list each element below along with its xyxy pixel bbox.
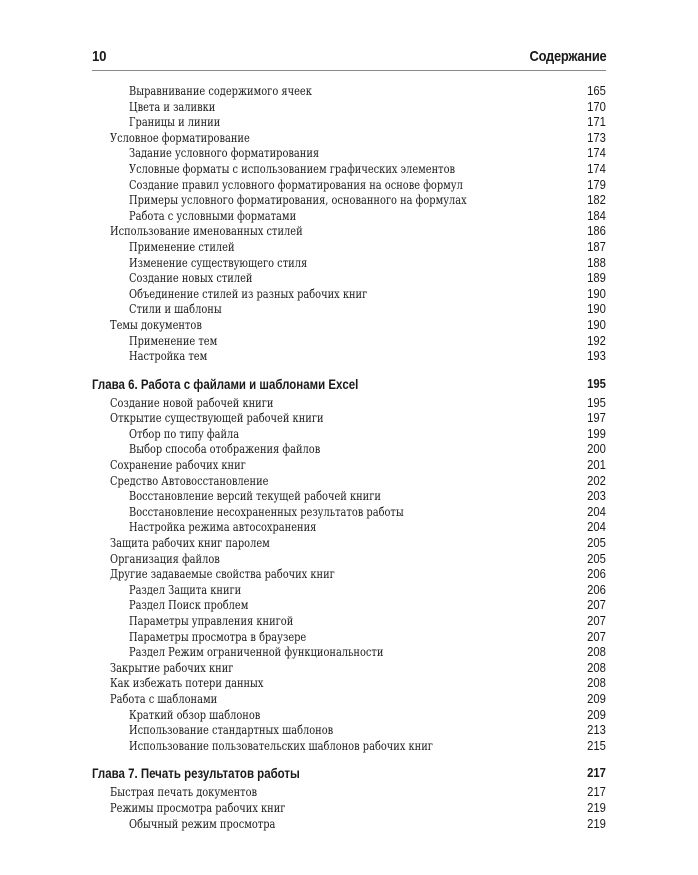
- toc-entry-title: Условные форматы с использованием графических элементов: [129, 161, 456, 176]
- toc-chapter: [92, 376, 606, 393]
- toc-entry-page: 193: [587, 349, 606, 364]
- toc-entry-page: 197: [587, 411, 606, 426]
- toc-entry: [92, 661, 606, 677]
- page-number: 10: [92, 48, 107, 65]
- toc-entry-title: Раздел Защита книги: [129, 582, 242, 597]
- toc-entry: [92, 131, 606, 147]
- toc-entry-title: Границы и линии: [129, 115, 221, 130]
- toc-entry-title: Выравнивание содержимого ячеек: [129, 84, 312, 98]
- toc-entry: [92, 411, 606, 427]
- toc-entry: [92, 505, 606, 521]
- running-title: Содержание: [529, 48, 606, 65]
- toc-entry-title: Восстановление версий текущей рабочей книги: [129, 489, 381, 504]
- toc-entry-page: 190: [587, 302, 606, 317]
- toc-entry-page: 188: [587, 255, 606, 270]
- toc-entry-page: 187: [587, 239, 606, 254]
- toc-entry-title: Использование пользовательских шаблонов рабочих книг: [129, 738, 433, 753]
- toc-entry-page: 203: [587, 489, 606, 504]
- toc-entry-title: Работа с шаблонами: [110, 691, 218, 706]
- toc-entry-page: 207: [587, 598, 606, 613]
- toc-entry: [92, 178, 606, 194]
- toc-entry-title: Создание новых стилей: [129, 271, 253, 286]
- toc-entry-page: 165: [587, 84, 606, 98]
- toc-entry: [92, 162, 606, 178]
- toc-entry-page: 206: [587, 567, 606, 582]
- page-header: [92, 48, 606, 71]
- toc-entry-title: Сохранение рабочих книг: [110, 458, 246, 473]
- toc-entry-page: 207: [587, 614, 606, 628]
- toc-entry-page: 209: [587, 707, 606, 722]
- toc-entry-page: 217: [587, 766, 606, 781]
- toc-entry-title: Организация файлов: [110, 551, 220, 566]
- toc-entry-page: 184: [587, 208, 606, 223]
- toc-entry: [92, 785, 606, 801]
- toc-entry: [92, 739, 606, 755]
- toc-entry-title: Глава 7. Печать результатов работы: [92, 766, 300, 782]
- toc-entry: [92, 801, 606, 817]
- toc-entry-page: 199: [587, 426, 606, 441]
- toc-entry-title: Цвета и заливки: [129, 99, 216, 114]
- toc-entry-page: 174: [587, 161, 606, 176]
- toc-entry: [92, 256, 606, 272]
- toc-entry-page: 171: [587, 115, 606, 130]
- toc-entry-page: 205: [587, 536, 606, 551]
- toc-entry-page: 201: [587, 458, 606, 473]
- toc-entry: [92, 146, 606, 162]
- toc-entry-title: Создание правил условного форматирования на основе формул: [129, 177, 463, 192]
- toc-entry: [92, 302, 606, 318]
- toc-entry-title: Быстрая печать документов: [110, 785, 258, 800]
- toc-entry-title: Использование именованных стилей: [110, 224, 303, 239]
- toc-entry-page: 182: [587, 193, 606, 208]
- toc-entry-page: 190: [587, 317, 606, 332]
- toc-entry: [92, 552, 606, 568]
- toc-entry-title: Средство Автовосстановление: [110, 473, 269, 488]
- toc-entry-title: Условное форматирование: [110, 130, 250, 145]
- toc-entry: [92, 224, 606, 240]
- toc-chapter: [92, 765, 606, 782]
- toc-entry: [92, 442, 606, 458]
- toc-entry-page: 219: [587, 800, 606, 815]
- toc-entry-title: Выбор способа отображения файлов: [129, 442, 321, 457]
- toc-entry: [92, 489, 606, 505]
- toc-entry: [92, 817, 606, 833]
- toc-entry: [92, 723, 606, 739]
- toc-entry: [92, 708, 606, 724]
- toc-entry-title: Настройка тем: [129, 349, 208, 364]
- toc-entry-title: Настройка режима автосохранения: [129, 520, 317, 535]
- toc-entry: [92, 474, 606, 490]
- toc-entry-title: Применение тем: [129, 333, 218, 348]
- toc-entry-title: Раздел Режим ограниченной функциональности: [129, 645, 384, 660]
- toc-entry-page: 189: [587, 271, 606, 286]
- toc-entry-title: Работа с условными форматами: [129, 208, 297, 223]
- toc-entry-page: 217: [587, 785, 606, 800]
- toc-entry-title: Закрытие рабочих книг: [110, 660, 234, 675]
- toc-entry-page: 195: [587, 376, 606, 391]
- toc-entry-page: 190: [587, 286, 606, 301]
- toc-entry: [92, 567, 606, 583]
- toc-entry-title: Темы документов: [110, 317, 202, 332]
- toc-entry: [92, 427, 606, 443]
- toc-entry: [92, 318, 606, 334]
- toc-entry-page: 207: [587, 629, 606, 644]
- toc-entry: [92, 287, 606, 303]
- toc-entry-title: Как избежать потери данных: [110, 676, 264, 691]
- toc-entry-title: Задание условного форматирования: [129, 146, 320, 161]
- toc-entry-title: Глава 6. Работа с файлами и шаблонами Excel: [92, 376, 359, 392]
- toc-entry-page: 204: [587, 520, 606, 535]
- toc-entry: [92, 334, 606, 350]
- toc-entry: [92, 598, 606, 614]
- toc-entry: [92, 193, 606, 209]
- toc-entry-page: 200: [587, 442, 606, 457]
- toc-entry: [92, 209, 606, 225]
- toc-entry-title: Обычный режим просмотра: [129, 816, 276, 831]
- toc-entry-title: Использование стандартных шаблонов: [129, 723, 334, 738]
- toc-entry: [92, 100, 606, 116]
- toc-entry-title: Примеры условного форматирования, основанного на формулах: [129, 193, 467, 208]
- toc-entry-page: 206: [587, 582, 606, 597]
- toc-entry-title: Создание новой рабочей книги: [110, 395, 274, 410]
- toc-entry-title: Стили и шаблоны: [129, 302, 222, 317]
- toc-entry-page: 209: [587, 691, 606, 706]
- toc-entry: [92, 614, 606, 630]
- toc-entry: [92, 271, 606, 287]
- toc-entry-page: 202: [587, 473, 606, 488]
- toc-entry: [92, 240, 606, 256]
- toc-entry: [92, 676, 606, 692]
- toc-entry: [92, 630, 606, 646]
- toc-entry-page: 174: [587, 146, 606, 161]
- toc-entry-page: 205: [587, 551, 606, 566]
- toc-entry-title: Защита рабочих книг паролем: [110, 536, 270, 551]
- toc-entry-page: 219: [587, 816, 606, 831]
- toc-entry-title: Восстановление несохраненных результатов работы: [129, 504, 404, 519]
- toc-entry: [92, 645, 606, 661]
- toc-entry: [92, 692, 606, 708]
- toc-entry-page: 208: [587, 676, 606, 691]
- toc-entry-page: 208: [587, 660, 606, 675]
- toc-entry: [92, 115, 606, 131]
- toc-entry: [92, 396, 606, 412]
- toc-entry: [92, 84, 606, 100]
- toc-entry-title: Параметры просмотра в браузере: [129, 629, 307, 644]
- toc-entry-page: 170: [587, 99, 606, 114]
- table-of-contents: [92, 84, 606, 832]
- toc-entry-page: 195: [587, 395, 606, 410]
- toc-entry-page: 213: [587, 723, 606, 738]
- toc-entry-title: Краткий обзор шаблонов: [129, 707, 261, 722]
- toc-entry-page: 192: [587, 333, 606, 348]
- toc-entry: [92, 458, 606, 474]
- toc-entry-page: 173: [587, 130, 606, 145]
- toc-entry-title: Параметры управления книгой: [129, 614, 294, 628]
- toc-entry-page: 204: [587, 504, 606, 519]
- toc-entry-title: Изменение существующего стиля: [129, 255, 308, 270]
- toc-entry-title: Раздел Поиск проблем: [129, 598, 249, 613]
- toc-entry-title: Объединение стилей из разных рабочих книг: [129, 286, 368, 301]
- toc-entry-page: 186: [587, 224, 606, 239]
- toc-entry-title: Применение стилей: [129, 239, 235, 254]
- toc-entry-page: 215: [587, 738, 606, 753]
- toc-entry-title: Режимы просмотра рабочих книг: [110, 800, 286, 815]
- toc-entry: [92, 349, 606, 365]
- toc-entry: [92, 583, 606, 599]
- toc-entry: [92, 520, 606, 536]
- toc-entry: [92, 536, 606, 552]
- toc-entry-page: 179: [587, 177, 606, 192]
- toc-entry-page: 208: [587, 645, 606, 660]
- toc-entry-title: Другие задаваемые свойства рабочих книг: [110, 567, 335, 582]
- toc-entry-title: Отбор по типу файла: [129, 426, 240, 441]
- toc-entry-title: Открытие существующей рабочей книги: [110, 411, 324, 426]
